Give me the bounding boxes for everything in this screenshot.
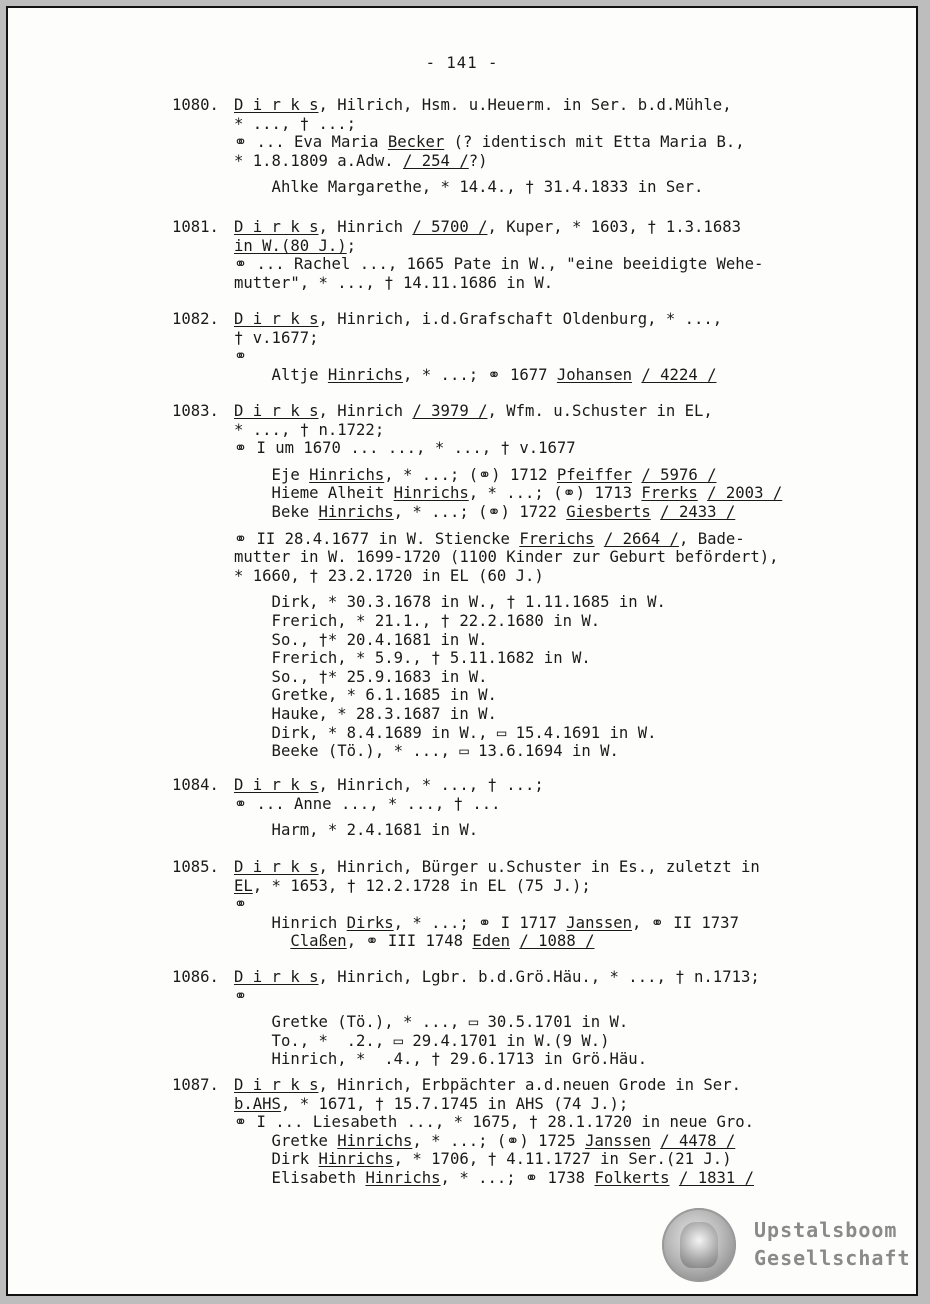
entry-line: Ahlke Margarethe, * 14.4., † 31.4.1833 in Ser. (234, 178, 704, 197)
entry-line: ⚭ (234, 895, 248, 914)
entry-line: ⚭ ... Rachel ..., 1665 Pate in W., "eine beeidigte Wehe- (234, 255, 764, 274)
entry-line: So., †* 25.9.1683 in W. (234, 667, 488, 686)
entry-line: So., †* 20.4.1681 in W. (234, 630, 488, 649)
entry-line: Dirk Hinrichs, * 1706, † 4.11.1727 in Ser.(21 J.) (234, 1150, 732, 1169)
entry-line: in W.(80 J.); (234, 236, 357, 255)
entry-line: * ..., † n.1722; (234, 420, 385, 439)
entry-line: ⚭ ... Eva Maria Becker (? identisch mit Etta Maria B., (234, 133, 745, 152)
entry-body (234, 402, 876, 761)
entry-line: D i r k s, Hinrich, Lgbr. b.d.Grö.Häu., * ..., † n.1713; (234, 968, 760, 986)
entry-line: To., * .2., ▭ 29.4.1701 in W.(9 W.) (234, 1031, 610, 1050)
entry-line: D i r k s, Hinrich / 3979 /, Wfm. u.Schuster in EL, (234, 402, 713, 420)
entry-line: Dirk, * 30.3.1678 in W., † 1.11.1685 in W. (234, 593, 666, 612)
entry-body (234, 96, 876, 197)
entry-line: D i r k s, Hinrich, Bürger u.Schuster in Es., zuletzt in (234, 858, 760, 876)
entry-line: D i r k s, Hinrich, i.d.Grafschaft Oldenburg, * ..., (234, 310, 723, 328)
entry-line: Frerich, * 5.9., † 5.11.1682 in W. (234, 649, 591, 668)
logo-line-2: Gesellschaft (754, 1246, 911, 1270)
entry-line: * 1.8.1809 a.Adw. / 254 /?) (234, 151, 488, 170)
entry-line: D i r k s, Hinrich, Erbpächter a.d.neuen Grode in Ser. (234, 1076, 741, 1094)
spacer (234, 585, 876, 593)
entry-line: Harm, * 2.4.1681 in W. (234, 821, 479, 840)
entry-body (234, 310, 876, 384)
entry-line: Gretke Hinrichs, * ...; (⚭) 1725 Janssen / 4478 / (234, 1131, 736, 1150)
entry-number: 1080. (172, 96, 219, 114)
entry-number: 1082. (172, 310, 219, 328)
entry-line: Gretke, * 6.1.1685 in W. (234, 686, 497, 705)
entry-line: * ..., † ...; (234, 114, 357, 133)
entry-line: * 1660, † 23.2.1720 in EL (60 J.) (234, 566, 544, 585)
entry-line: ⚭ ... Anne ..., * ..., † ... (234, 794, 501, 813)
entry-line: Hinrich Dirks, * ...; ⚭ I 1717 Janssen, ⚭ II 1737 (234, 913, 739, 932)
entry-line: † v.1677; (234, 328, 319, 347)
entry-body (234, 968, 876, 1069)
entry-line: Frerich, * 21.1., † 22.2.1680 in W. (234, 611, 601, 630)
entry-line: D i r k s, Hilrich, Hsm. u.Heuerm. in Ser. b.d.Mühle, (234, 96, 732, 114)
entry-line: ⚭ II 28.4.1677 in W. Stiencke Frerichs / 2664 /, Bade- (234, 529, 745, 548)
entry-number: 1084. (172, 776, 219, 794)
page-number: - 141 - (425, 54, 499, 72)
upstalsboom-logo (662, 1204, 912, 1284)
entry-line: ⚭ I um 1670 ... ..., * ..., † v.1677 (234, 439, 576, 458)
entry-line: mutter", * ..., † 14.11.1686 in W. (234, 273, 554, 292)
document-page (6, 6, 918, 1296)
entry-line: Altje Hinrichs, * ...; ⚭ 1677 Johansen / 4224 / (234, 365, 717, 384)
entry-line: ⚭ (234, 347, 248, 366)
entry-body (234, 858, 876, 951)
entry-line: b.AHS, * 1671, † 15.7.1745 in AHS (74 J.); (234, 1094, 629, 1113)
entry-line: D i r k s, Hinrich, * ..., † ...; (234, 776, 544, 794)
logo-line-1: Upstalsboom (754, 1218, 898, 1242)
entry-number: 1086. (172, 968, 219, 986)
entry-line: Elisabeth Hinrichs, * ...; ⚭ 1738 Folkerts / 1831 / (234, 1168, 755, 1187)
entry-line: ⚭ (234, 986, 248, 1005)
entry-number: 1081. (172, 218, 219, 236)
spacer (234, 458, 876, 466)
entry-line: Beeke (Tö.), * ..., ▭ 13.6.1694 in W. (234, 742, 619, 761)
entry-body (234, 218, 876, 292)
entry-number: 1087. (172, 1076, 219, 1094)
entry-line: Dirk, * 8.4.1689 in W., ▭ 15.4.1691 in W. (234, 723, 657, 742)
spacer (234, 1005, 876, 1013)
logo-text (754, 1216, 911, 1272)
entry-number: 1083. (172, 402, 219, 420)
spacer (234, 522, 876, 530)
entry-line: Gretke (Tö.), * ..., ▭ 30.5.1701 in W. (234, 1013, 629, 1032)
seal-icon (662, 1208, 736, 1282)
entry-body (234, 1076, 876, 1188)
spacer (234, 170, 876, 178)
entry-line: D i r k s, Hinrich / 5700 /, Kuper, * 1603, † 1.3.1683 (234, 218, 741, 236)
entry-body (234, 776, 876, 840)
entry-line: Hauke, * 28.3.1687 in W. (234, 704, 497, 723)
entry-line: Beke Hinrichs, * ...; (⚭) 1722 Giesberts / 2433 / (234, 502, 736, 521)
entry-line: Hinrich, * .4., † 29.6.1713 in Grö.Häu. (234, 1050, 648, 1069)
entry-line: Eje Hinrichs, * ...; (⚭) 1712 Pfeiffer / 5976 / (234, 465, 717, 484)
entry-line: Claßen, ⚭ III 1748 Eden / 1088 / (290, 932, 595, 951)
entry-line: Hieme Alheit Hinrichs, * ...; (⚭) 1713 Frerks / 2003 / (234, 484, 783, 503)
entry-line: EL, * 1653, † 12.2.1728 in EL (75 J.); (234, 876, 591, 895)
entry-number: 1085. (172, 858, 219, 876)
entry-line: mutter in W. 1699-1720 (1100 Kinder zur Geburt befördert), (234, 548, 779, 567)
spacer (234, 813, 876, 821)
entry-line: ⚭ I ... Liesabeth ..., * 1675, † 28.1.1720 in neue Gro. (234, 1113, 755, 1132)
